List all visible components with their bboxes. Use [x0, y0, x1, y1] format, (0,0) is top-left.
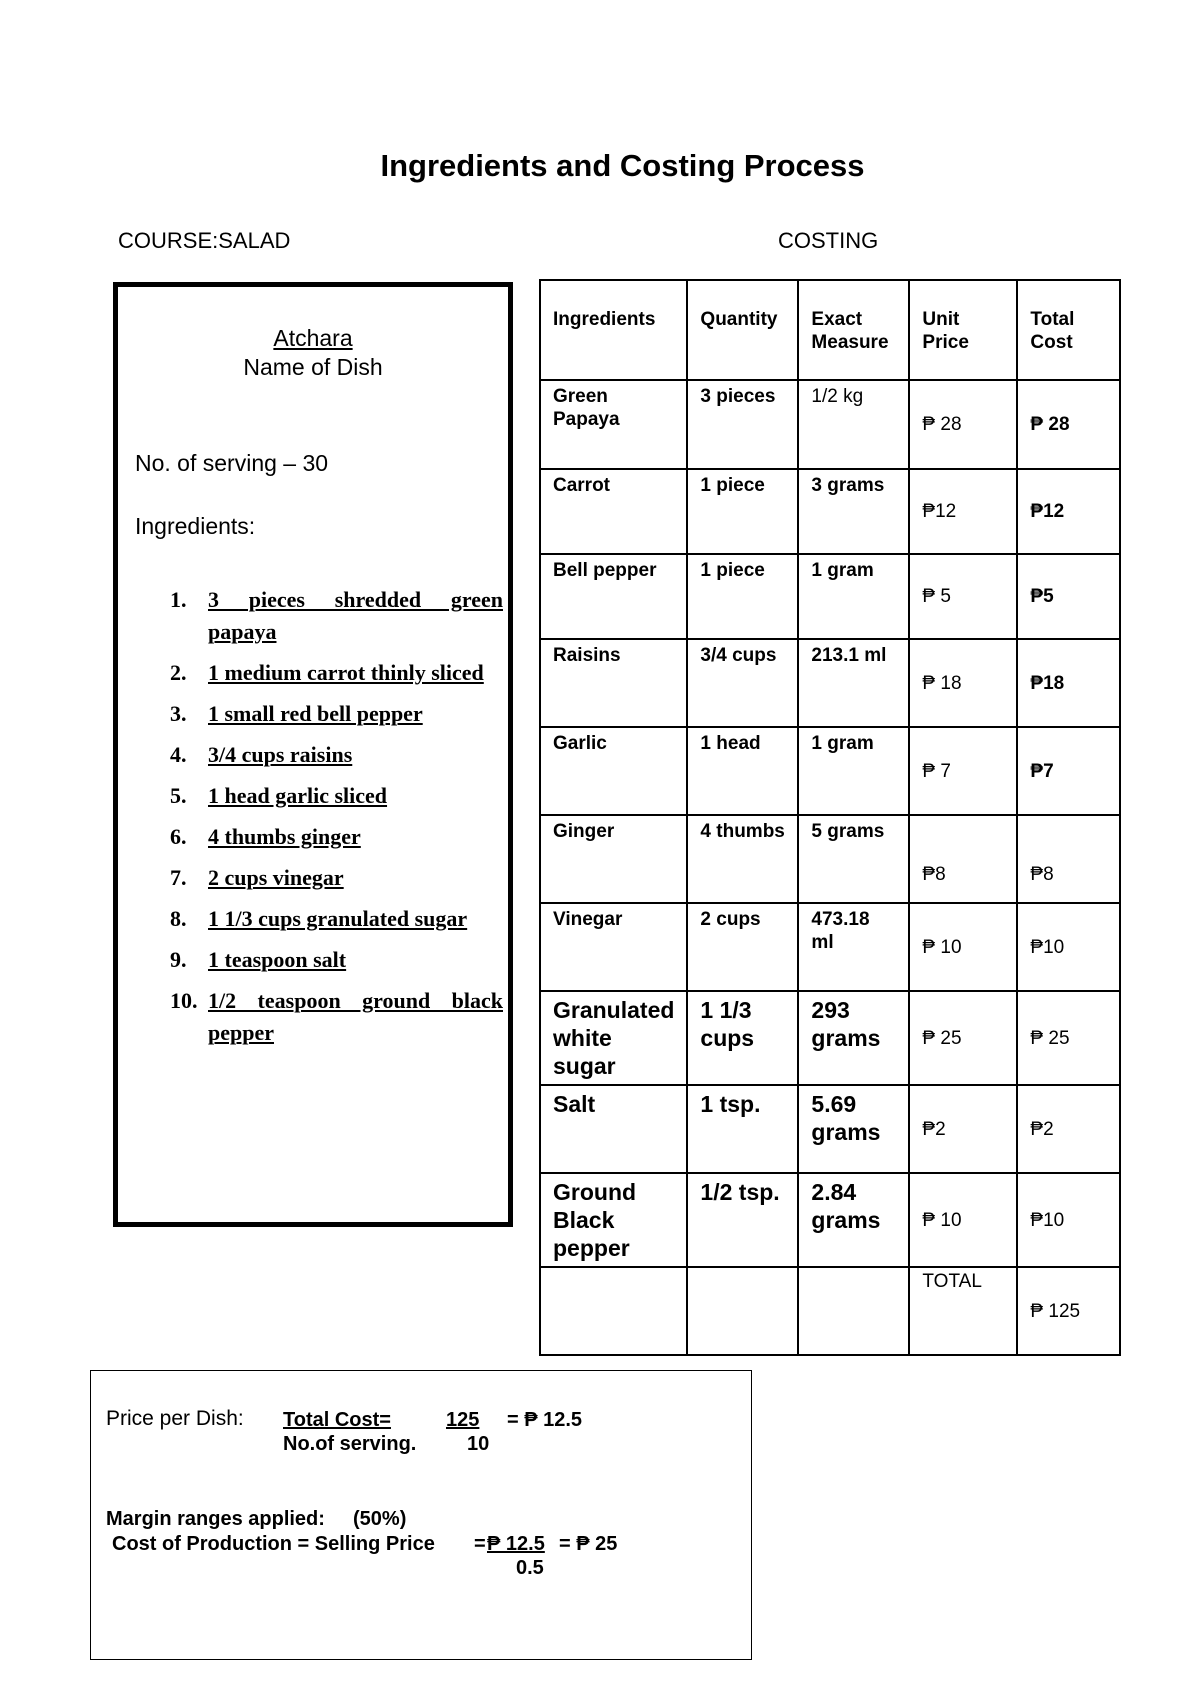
cell-total-cost: ₱10 [1017, 903, 1120, 991]
cell-ingredient: Granulated white sugar [540, 991, 687, 1085]
item-number: 1. [170, 587, 187, 612]
item-text: 3 pieces shredded green papaya [208, 587, 503, 644]
cell-quantity: 1 1/3 cups [687, 991, 798, 1085]
cell-measure: 473.18 ml [798, 903, 909, 991]
table-row [540, 727, 1120, 815]
cell-unit-price: ₱ 28 [909, 380, 1017, 469]
cell-ingredient: Salt [540, 1085, 687, 1173]
cell-total-cost: ₱ 28 [1017, 380, 1120, 469]
cell-ingredient: Ginger [540, 815, 687, 903]
table-row [540, 903, 1120, 991]
cell-empty [540, 1267, 687, 1355]
dish-name: Atchara [273, 325, 353, 351]
cell-total-cost: ₱ 25 [1017, 991, 1120, 1085]
cell-measure: 5.69 grams [798, 1085, 909, 1173]
cell-quantity: 1 piece [687, 469, 798, 554]
serving-label: No.of serving. [283, 1433, 417, 1455]
cell-quantity: 1 tsp. [687, 1085, 798, 1173]
recipe-ingredient-item [118, 985, 503, 1049]
column-header-ingredients: Ingredients [540, 280, 687, 380]
cell-ingredient: Ground Black pepper [540, 1173, 687, 1267]
margin-value: (50%) [353, 1508, 407, 1530]
item-number: 5. [170, 783, 187, 808]
servings-count: No. of serving – 30 [135, 450, 329, 476]
recipe-ingredient-item [118, 821, 503, 853]
price-calculation-box [90, 1370, 752, 1660]
table-row [540, 1173, 1120, 1267]
cell-quantity: 1 head [687, 727, 798, 815]
item-text: 1 small red bell pepper [208, 701, 423, 726]
total-cost-value: 125 [446, 1409, 480, 1431]
column-header-unit-price: Unit Price [909, 280, 1017, 380]
recipe-ingredient-item [118, 944, 503, 976]
cell-ingredient: Vinegar [540, 903, 687, 991]
cell-ingredient: Garlic [540, 727, 687, 815]
production-numerator: ₱ 12.5 [487, 1533, 545, 1555]
cell-empty [687, 1267, 798, 1355]
item-text: 1 1/3 cups granulated sugar [208, 906, 468, 931]
cell-measure: 1 gram [798, 727, 909, 815]
cell-unit-price: ₱8 [909, 815, 1017, 903]
item-text: 4 thumbs ginger [208, 824, 361, 849]
production-label: Cost of Production = Selling Price [112, 1533, 435, 1555]
item-number: 4. [170, 742, 187, 767]
cell-quantity: 1/2 tsp. [687, 1173, 798, 1267]
cell-measure: 5 grams [798, 815, 909, 903]
price-per-dish-label: Price per Dish: [106, 1407, 244, 1430]
cell-unit-price: ₱12 [909, 469, 1017, 554]
item-text: 1 head garlic sliced [208, 783, 388, 808]
cell-measure: 2.84 grams [798, 1173, 909, 1267]
selling-price-result: = ₱ 25 [559, 1533, 618, 1555]
item-number: 7. [170, 865, 187, 890]
cell-total-cost: ₱5 [1017, 554, 1120, 639]
item-text: 1 medium carrot thinly sliced [208, 660, 484, 685]
total-label: TOTAL [909, 1267, 1017, 1355]
cell-ingredient: Raisins [540, 639, 687, 727]
item-number: 3. [170, 701, 187, 726]
column-header-exact-measure: Exact Measure [798, 280, 909, 380]
production-equals: = [474, 1533, 486, 1555]
cell-ingredient: Bell pepper [540, 554, 687, 639]
cell-total-cost: ₱8 [1017, 815, 1120, 903]
cell-ingredient: Carrot [540, 469, 687, 554]
cell-unit-price: ₱2 [909, 1085, 1017, 1173]
serving-value: 10 [467, 1433, 490, 1455]
margin-label: Margin ranges applied: [106, 1508, 325, 1530]
cell-unit-price: ₱ 18 [909, 639, 1017, 727]
cell-quantity: 3 pieces [687, 380, 798, 469]
table-row [540, 380, 1120, 469]
cell-measure: 293 grams [798, 991, 909, 1085]
cell-unit-price: ₱ 5 [909, 554, 1017, 639]
item-number: 6. [170, 824, 187, 849]
table-row [540, 991, 1120, 1085]
cell-unit-price: ₱ 7 [909, 727, 1017, 815]
table-row [540, 1085, 1120, 1173]
recipe-ingredient-item [118, 862, 503, 894]
dish-card [113, 282, 513, 1227]
table-row [540, 815, 1120, 903]
costing-table [539, 279, 1121, 1356]
item-text: 1 teaspoon salt [208, 947, 347, 972]
cell-total-cost: ₱12 [1017, 469, 1120, 554]
dish-name-caption: Name of Dish [243, 354, 383, 380]
ingredients-heading: Ingredients: [135, 513, 256, 539]
column-header-quantity: Quantity [687, 280, 798, 380]
recipe-ingredient-item [118, 584, 503, 648]
table-row [540, 554, 1120, 639]
cell-total-cost: ₱7 [1017, 727, 1120, 815]
cell-empty [798, 1267, 909, 1355]
cell-total-cost: ₱18 [1017, 639, 1120, 727]
item-text: 2 cups vinegar [208, 865, 344, 890]
cell-ingredient: Green Papaya [540, 380, 687, 469]
cell-quantity: 3/4 cups [687, 639, 798, 727]
item-number: 9. [170, 947, 187, 972]
cell-unit-price: ₱ 10 [909, 1173, 1017, 1267]
table-total-row [540, 1267, 1120, 1355]
total-value: ₱ 125 [1017, 1267, 1120, 1355]
cell-total-cost: ₱10 [1017, 1173, 1120, 1267]
recipe-ingredient-item [118, 903, 503, 935]
item-text: 3/4 cups raisins [208, 742, 353, 767]
item-number: 10. [170, 988, 198, 1013]
course-label: COURSE:SALAD [118, 228, 291, 253]
table-row [540, 639, 1120, 727]
cell-total-cost: ₱2 [1017, 1085, 1120, 1173]
recipe-ingredient-item [118, 698, 503, 730]
table-row [540, 469, 1120, 554]
cell-unit-price: ₱ 25 [909, 991, 1017, 1085]
table-header-row [540, 280, 1120, 380]
cell-unit-price: ₱ 10 [909, 903, 1017, 991]
item-text: 1/2 teaspoon ground black pepper [208, 988, 503, 1045]
cell-measure: 1/2 kg [798, 380, 909, 469]
cell-measure: 1 gram [798, 554, 909, 639]
cell-quantity: 4 thumbs [687, 815, 798, 903]
recipe-ingredient-item [118, 780, 503, 812]
production-denominator: 0.5 [516, 1557, 544, 1579]
cell-quantity: 1 piece [687, 554, 798, 639]
column-header-total-cost: Total Cost [1017, 280, 1120, 380]
item-number: 8. [170, 906, 187, 931]
page-title: Ingredients and Costing Process [380, 148, 865, 183]
recipe-ingredient-item [118, 739, 503, 771]
price-per-dish-result: = ₱ 12.5 [507, 1409, 583, 1431]
total-cost-label: Total Cost= [283, 1409, 391, 1431]
cell-quantity: 2 cups [687, 903, 798, 991]
item-number: 2. [170, 660, 187, 685]
cell-measure: 3 grams [798, 469, 909, 554]
cell-measure: 213.1 ml [798, 639, 909, 727]
costing-label: COSTING [778, 228, 879, 253]
recipe-ingredient-list [118, 584, 503, 1058]
recipe-ingredient-item [118, 657, 503, 689]
